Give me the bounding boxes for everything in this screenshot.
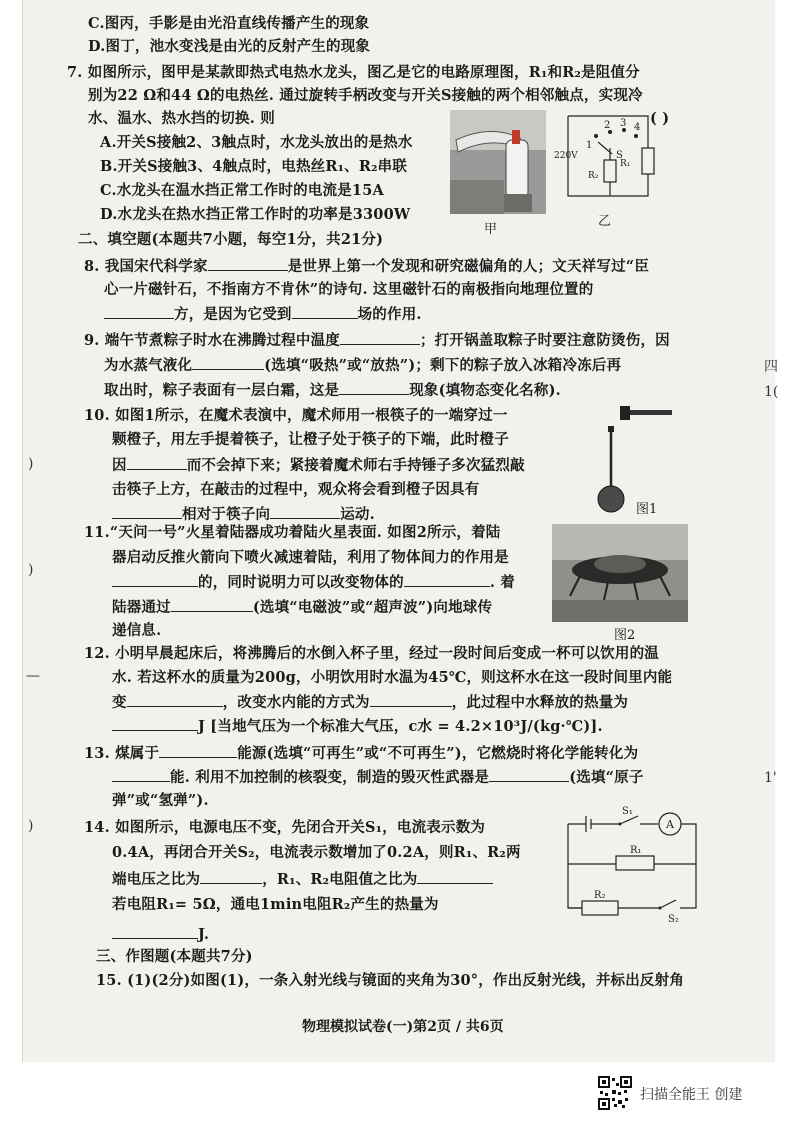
- q12-line3: 变 ，改变水内能的方式为 ，此过程中水释放的热量为: [112, 694, 629, 711]
- faucet-photo: [450, 110, 546, 214]
- left-margin-paren-3: ): [28, 818, 34, 834]
- q14-circuit-diagram: [560, 806, 710, 926]
- q11-blank-3[interactable]: [171, 597, 253, 612]
- q7-circuit-diagram: [552, 108, 662, 208]
- q8-blank-2[interactable]: [104, 304, 174, 319]
- q14-s2-label: S₂: [668, 914, 679, 925]
- q14-line5: J.: [112, 924, 209, 945]
- q12-line2: 水. 若这杯水的质量为200g，小明饮用时水温为45℃，则这杯水在这一段时间里内能: [112, 669, 673, 686]
- q9-line1: 9. 端午节煮粽子时水在沸腾过程中温度 ；打开锅盖取粽子时要注意防烫伤，因: [84, 332, 670, 349]
- q11-line5: 递信息.: [112, 622, 162, 639]
- q9-line2: 为水蒸气液化 (选填“吸热”或“放热”)；剩下的粽子放入冰箱冷冻后再: [104, 357, 622, 374]
- page-footer: 物理模拟试卷(一)第2页 / 共6页: [302, 1019, 504, 1035]
- q7-caption-yi: 乙: [598, 214, 612, 229]
- q7-answer-bracket: ( ): [650, 110, 670, 127]
- q10-line5: 相对于筷子向 运动.: [112, 504, 375, 525]
- q11-line3: 的，同时说明力可以改变物体的 . 着: [112, 572, 515, 593]
- section-3-title: 三、作图题(本题共7分): [96, 948, 253, 965]
- left-margin-dash: —: [26, 668, 40, 684]
- q13-blank-3[interactable]: [489, 767, 569, 782]
- q7-stem-line2: 别为22 Ω和44 Ω的电热丝. 通过旋转手柄改变与开关S接触的两个相邻触点，实现冷: [88, 87, 643, 104]
- q7-option-b: B.开关S接触3、4触点时，电热丝R₁、R₂串联: [100, 158, 408, 175]
- left-margin-paren-2: ): [28, 562, 34, 578]
- q10-blank-1[interactable]: [127, 455, 187, 470]
- q7-stem-line1: 7. 如图所示，图甲是某款即热式电热水龙头，图乙是它的电路原理图，R₁和R₂是阻值分: [67, 64, 640, 81]
- q11-line2: 器启动反推火箭向下喷火减速着陆，利用了物体间力的作用是: [112, 549, 509, 566]
- q11-line4: 陆器通过 (选填“电磁波”或“超声波”)向地球传: [112, 599, 493, 616]
- q12-blank-1[interactable]: [127, 692, 223, 707]
- figure2-mars-lander: [552, 524, 688, 622]
- q14-blank-1[interactable]: [200, 869, 262, 884]
- q15-line1: 15. (1)(2分)如图(1)，一条入射光线与镜面的夹角为30°，作出反射光线，并标出反射角: [96, 972, 685, 989]
- q13-blank-2[interactable]: [112, 767, 170, 782]
- circuit-voltage-label: 220V: [554, 151, 578, 161]
- circuit-node-1: 1: [586, 140, 593, 151]
- q14-r1-label: R₁: [630, 845, 642, 856]
- circuit-node-4: 4: [634, 122, 641, 133]
- q14-line4: 若电阻R₁= 5Ω，通电1min电阻R₂产生的热量为: [112, 896, 439, 913]
- circuit-node-3: 3: [620, 118, 627, 129]
- q8-blank-3[interactable]: [292, 304, 358, 319]
- q10-line4: 击筷子上方，在敲击的过程中，观众将会看到橙子因具有: [112, 481, 480, 498]
- left-margin-paren-1: ): [28, 456, 34, 472]
- q14-line2: 0.4A，再闭合开关S₂，电流表示数增加了0.2A，则R₁、R₂两: [112, 844, 521, 861]
- right-margin-mark-1: 四: [764, 359, 778, 375]
- q14-line1: 14. 如图所示，电源电压不变，先闭合开关S₁，电流表示数为: [84, 819, 486, 836]
- q9-blank-3[interactable]: [339, 380, 409, 395]
- section-2-title: 二、填空题(本题共7小题，每空1分，共21分): [78, 231, 384, 248]
- q11-blank-1[interactable]: [112, 572, 198, 587]
- q10-line2: 颗橙子，用左手提着筷子，让橙子处于筷子的下端，此时橙子: [112, 431, 509, 448]
- q7-option-a: A.开关S接触2、3触点时，水龙头放出的是热水: [100, 134, 413, 151]
- q6-option-d: D.图丁，池水变浅是由光的反射产生的现象: [88, 38, 371, 55]
- q11-line1: 11.“天问一号”火星着陆器成功着陆火星表面. 如图2所示，着陆: [84, 524, 501, 541]
- q9-blank-2[interactable]: [192, 355, 264, 370]
- q11-blank-2[interactable]: [404, 572, 490, 587]
- circuit-switch-label: S: [616, 150, 623, 161]
- q10-caption: 图1: [636, 502, 658, 517]
- q14-line3: 端电压之比为 ，R₁、R₂电阻值之比为: [112, 869, 493, 890]
- q8-line1: 8. 我国宋代科学家 是世界上第一个发现和研究磁偏角的人；文天祥写过“臣: [84, 258, 650, 275]
- q12-line4: J [当地气压为一个标准大气压，c水 = 4.2×10³J/(kg·℃)].: [112, 716, 603, 737]
- q12-blank-3[interactable]: [112, 716, 198, 731]
- q13-line3: 弹”或“氢弹”).: [112, 792, 209, 809]
- right-margin-mark-3: 1': [764, 770, 777, 786]
- q13-line2: 能. 利用不加控制的核裂变，制造的毁灭性武器是 (选填“原子: [112, 767, 644, 788]
- q7-option-d: D.水龙头在热水挡正常工作时的功率是3300W: [100, 206, 411, 223]
- q8-blank-1[interactable]: [208, 256, 288, 271]
- q7-option-c: C.水龙头在温水挡正常工作时的电流是15A: [100, 182, 384, 199]
- q13-blank-1[interactable]: [159, 743, 237, 758]
- q7-stem-line3: 水、温水、热水挡的切换. 则: [88, 110, 275, 127]
- q10-line3: 因 而不会掉下来；紧接着魔术师右手持锤子多次猛烈敲: [112, 457, 525, 474]
- circuit-node-2: 2: [604, 120, 611, 131]
- q9-blank-1[interactable]: [340, 330, 420, 345]
- q6-option-c: C.图丙，手影是由光沿直线传播产生的现象: [88, 15, 370, 32]
- right-margin-mark-2: 1(: [764, 384, 779, 400]
- q14-blank-3[interactable]: [112, 924, 198, 939]
- circuit-r1-label: R₁: [620, 159, 631, 169]
- q10-blank-3[interactable]: [270, 504, 340, 519]
- q11-caption: 图2: [614, 628, 636, 643]
- q10-line1: 10. 如图1所示，在魔术表演中，魔术师用一根筷子的一端穿过一: [84, 407, 508, 424]
- q10-blank-2[interactable]: [112, 504, 182, 519]
- qr-code-icon: [598, 1076, 632, 1110]
- q13-line1: 13. 煤属于 能源(选填“可再生”或“不可再生”)，它燃烧时将化学能转化为: [84, 745, 639, 762]
- q7-caption-jia: 甲: [484, 222, 498, 237]
- q14-r2-label: R₂: [594, 890, 606, 901]
- camscanner-watermark: 扫描全能王 创建: [640, 1087, 743, 1103]
- circuit-r2-label: R₂: [588, 171, 599, 181]
- q12-line1: 12. 小明早晨起床后，将沸腾后的水倒入杯子里，经过一段时间后变成一杯可以饮用的温: [84, 645, 659, 662]
- q8-line2: 心一片磁针石，不指南方不肯休”的诗句. 这里磁针石的南极指向地理位置的: [104, 281, 594, 298]
- q14-ammeter-label: A: [666, 818, 674, 831]
- q12-blank-2[interactable]: [370, 692, 452, 707]
- q14-s1-label: S₁: [622, 806, 633, 817]
- q8-line3: 方，是因为它受到 场的作用.: [104, 304, 422, 325]
- q14-blank-2[interactable]: [417, 869, 493, 884]
- q9-line3: 取出时，粽子表面有一层白霜，这是 现象(填物态变化名称).: [104, 382, 561, 399]
